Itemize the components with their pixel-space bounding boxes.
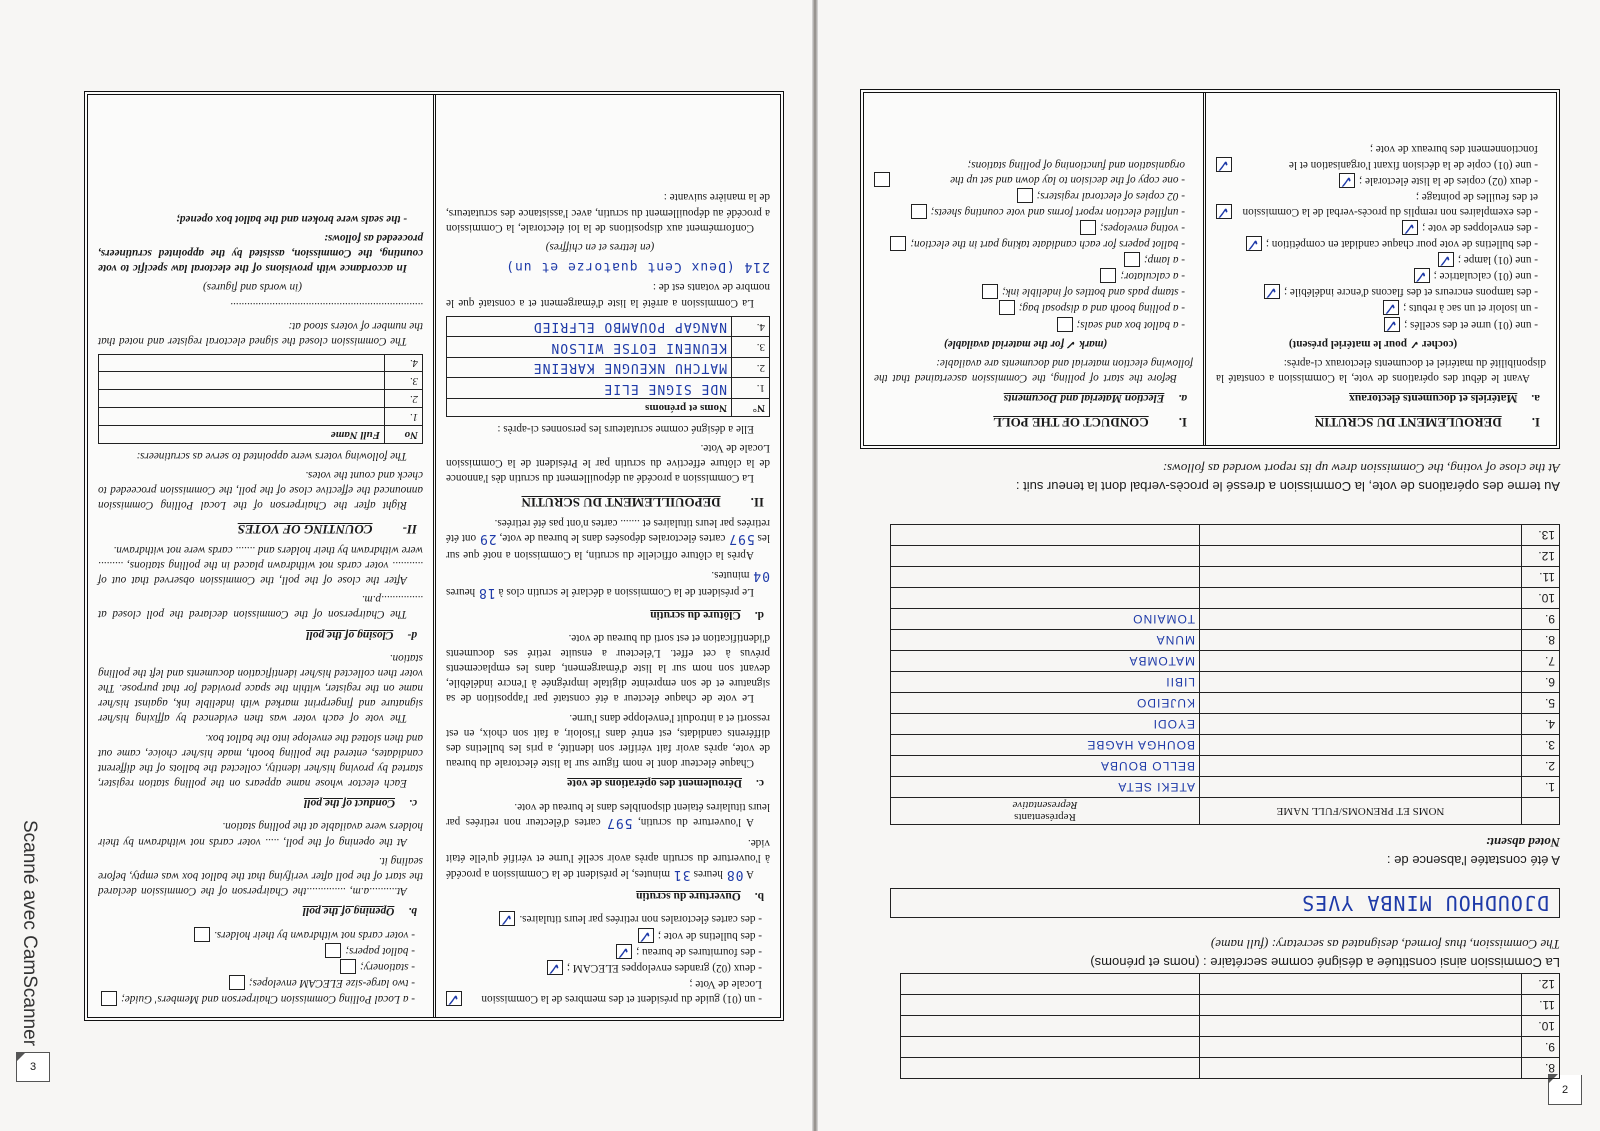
page2-en-checklist [874,156,1193,331]
table-row: 12. [901,974,1560,995]
checklist-item: - un isoloir et un sac à rebuts ; ✓ [1216,300,1538,315]
table-row: 3. [99,372,423,390]
absence-table: NOMS ET PRENOMS/FULL NAME Représentants Representative 1. ATEKI SETA 2. BELLO BOUBA 3. BOUHGA HAGBE 4. EYODI 5. KUJEIDO 6. LIBII 7. MATOMBA 8. MUNA 9. TOMAINO 10. 11. 12. 13. [890,524,1560,825]
checkbox[interactable] [1216,204,1232,219]
checkbox[interactable] [1100,268,1116,283]
checkbox[interactable] [616,944,632,959]
checklist-item: - stationery; [98,959,415,974]
table-row: 1. ATEKI SETA [891,777,1560,798]
secretary-field[interactable]: DJOUDHOU MINBA YVES [890,888,1560,918]
checklist-item: - a lamp; [874,252,1185,267]
checkbox[interactable] [999,301,1015,316]
page-number-3: 3 [16,1052,50,1082]
table-row: 6. LIBII [891,672,1560,693]
checklist-item: - une (01) copie de la décision fixant l'organisation et le fonctionnement des bureaux de vote ; ✓ [1216,141,1538,171]
closing-cards-en: After the close of the poll, the Commission observed that out of ........... voter cards not withdrawn placed in the polling stations, ......... were withdrawn by their holders and ....... cards were not withdrawn. [98,543,423,587]
page2-english-column: I. CONDUCT OF THE POLL a. Election Material and Documents Before the start of polling, the Commission ascertained that the following election material and documents are available: (mark ✓ for the material available) - a ballot box and seals; - a polling booth and a disposal bag; - stamp pads and bottles of indelible ink; - a calculator; - a lamp; - ballot papers for each candidate taking part in the election; - voting envelopes; - unfilled election report forms and vote counting sheets; - 02 copies of electoral registers; - one copy of the decision to lay down and set up the organisation and functioning of polling stations; [864,93,1206,445]
camscanner-watermark: Scanné avec CamScanner [19,820,40,1047]
checklist-item: - ballot papers for each candidate taking part in the election; [874,236,1185,251]
checkbox[interactable] [1264,284,1280,299]
checkbox[interactable] [1339,173,1355,188]
checkbox[interactable] [1246,236,1262,251]
checkbox[interactable] [1402,220,1418,235]
table-row: 5. KUJEIDO [891,693,1560,714]
heading-cloture: d. Clôture du scrutin [650,608,764,621]
checklist-item: - a polling booth and a disposal bag; [874,300,1185,315]
checklist-item: - voting envelopes; [874,220,1185,235]
page3-form-box [84,91,784,1021]
checkbox[interactable] [638,928,654,943]
heading-deroulement-scrutin: I. DEROULEMENT DU SCRUTIN [1314,415,1540,430]
scrutineers-table-fr: N° Noms et prénoms 1. NDE SIGNE ELIE 2. MATCHU NKEUGNE KAREINE 3. KEUNENI EOTSE WILSON 4. NANGAP POUAMBO ELFRIED [446,316,770,417]
checklist-item: - a Local Polling Commission Chairperson and Members' Guide; [98,991,415,1006]
checklist-item: - des tampons encreurs et des flacons d'encre indélébile ; ✓ [1216,284,1538,299]
checklist-item: - ballot papers; [98,943,415,958]
checklist-item: - unfilled election report forms and vote counting sheets; [874,204,1185,219]
checkbox[interactable] [911,204,927,219]
conduct-text-en: Each elector whose name appears on the polling station register, started by proving his/her identity, collected the ballots of the different candidates, entered the polling booth, made his/her choice, came out and then slotted the envelope into the ballot box. [98,731,423,789]
conduct-of-poll-box [860,89,1560,449]
checklist-item: - des enveloppes de vote ; ✓ [1216,220,1538,235]
counting-text-fr: La Commission a procédé au dépouillement du scrutin dès l'annonce de la clôture effective du scrutin par le Président de la Commission Locale de Vote. [446,441,770,484]
page3-fr-checklist [446,911,770,1006]
table-row: 4. EYODI [891,714,1560,735]
checkbox[interactable] [1057,317,1073,332]
heading-ouverture: b. Ouverture du scrutin [636,890,764,903]
table-row: 2. MATCHU NKEUGNE KAREINE [447,357,770,378]
heading-counting: II- COUNTING OF VOTES [237,521,417,537]
page2-fr-checklist [1216,141,1546,331]
table-row: 8. [901,1058,1560,1079]
scrutineers-table-en: No Full Name 1. 2. 3. 4. [98,354,423,444]
checkbox[interactable] [547,960,563,975]
heading-deroulement: c. Déroulement des opérations de vote [567,777,764,790]
table-row: 9. [901,1037,1560,1058]
conduct-text-fr: Chaque électeur dont le nom figure sur la liste électorale du bureau de vote, après avoir fait vérifier son identité, a pris les bulletins des différents candidats, est entré dans l'isoloir, a fait son choix, en est ressorti et a introduit l'enveloppe dans l'urne. [446,711,770,769]
checkbox[interactable] [499,911,515,926]
checklist-item: - a calculator; [874,268,1185,283]
closing-time-fr: Le président de la Commission a déclaré le scrutin clos à 18 heures 04 minutes. [445,567,770,601]
checklist-item: - deux (02) copies de la liste électorale ; ✓ [1216,173,1538,188]
opening-cards-en: At the opening of the poll, ..... voter cards not withdrawn by their holders were available at the polling station. [98,820,423,848]
closing-text-en: The Chairperson of the Commission declared the poll closed at ...............p.m. [98,593,423,621]
table-row: 4. [99,354,423,372]
table-row: 11. [901,995,1560,1016]
seals-text-en: - the seals were broken and the ballot box opened; [176,212,407,225]
page3-en-checklist [98,926,423,1006]
scrutineers-intro-en: The following voters were appointed to serve as scrutineers: [136,449,407,462]
table-row: 10. [901,1016,1560,1037]
scrutineers-intro-fr: Elle a désigné comme scrutateurs les personnes ci-après : [497,422,754,435]
table-row: 9. TOMAINO [891,609,1560,630]
checklist-item: - des bulletins de vote ; ✓ [446,927,762,942]
table-row: 8. MUNA [891,630,1560,651]
checklist-item: - des bulletins de vote pour chaque candidat en compétition ; ✓ [1216,236,1538,251]
vote-text-en: The vote of each voter was then evidenced by affixing his/her signature and fingerprint marked with indelible ink, against his/her name on the register, within the space provided for that purpose. The voter then collected his/her identification documents and left the polling station. [98,652,423,725]
table-row: 1. NDE SIGNE ELIE [447,378,770,399]
opening-paragraph-fr: A 08 heures 31 minutes, le président de la Commission a procédé à l'ouverture du scrutin après avoir scellé l'urne et vérifié qu'elle était vide. [445,837,770,882]
checklist-item: - des cartes électorales non retirées par leurs titulaires. ✓ [446,911,762,926]
checkbox[interactable] [446,991,462,1006]
checkbox[interactable] [982,284,998,299]
table-row: 7. MATOMBA [891,651,1560,672]
checkbox[interactable] [194,927,210,942]
checklist-item: - 02 copies of electoral registers; [874,188,1185,203]
checklist-item: - un (01) guide du président et des membres de la Commission Locale de Vote ; ✓ [446,976,762,1006]
checklist-item: - des fournitures de bureau ; ✓ [446,944,762,959]
table-row: 3. BOUHGA HAGBE [891,735,1560,756]
checkbox[interactable] [1438,252,1454,267]
checkbox[interactable] [874,172,890,187]
table-row: 4. NANGAP POUAMBO ELFRIED [447,316,770,337]
checkbox[interactable] [101,991,117,1006]
heading-closing: d- Closing of the poll [306,628,417,641]
closing-cards-fr: Après la clôture officielle du scrutin, la Commission a noté que sur les 597 cartes électorales déposées dans le bureau de vote, 29 ont été retirées par leurs titulaires et ....... cartes n'ont pas été retirées. [445,516,770,562]
heading-depouillement: II. DEPOUILLEMENT DU SCRUTIN [521,494,764,510]
absence-label: A été constatée l'absence de : Noted absent: [1386,834,1560,868]
table-row: 1. [99,408,423,426]
law-text-en: In accordance with provisions of the electoral law specific to vote counting, the Commission, assisted by the appointed scrutineers, proceeded as follows: [98,231,423,275]
checklist-item: - une (01) lampe ; ✓ [1216,252,1538,267]
checkbox[interactable] [1414,268,1430,283]
vote-text-fr: Le vote de chaque électeur a été constaté par l'apposition de sa signature et de son empreinte digitale imprégnée à l'encre indélébile, devant son nom sur la liste d'émargement, dans les emplacements prévus à cet effet. L'électeur a ensuite retiré ses documents d'identification et est sorti du bureau de vote. [446,632,770,705]
page2-french-column: I. DEROULEMENT DU SCRUTIN a. Matériels et documents électoraux Avant le début des opérations de vote, la Commission a constaté la disponibilité du matériel et documents électoraux ci-après: (cocher ✓ pour le matériel présent) - une (01) urne et des scellés ; ✓ - un isoloir et un sac à rebuts ; ✓ - des tampons encreurs et des flacons d'encre indélébile ; ✓ - une (01) calculatrice ; ✓ - une (01) lampe ; ✓ - des bulletins de vote pour chaque candidat en compétition ; ✓ - des enveloppes de vote ; ✓ - des exemplaires non remplis du procès-verbal de la Commission et des feuilles de pointage ; ✓ - deux (02) copies de la liste électorale ; ✓ - une (01) copie de la décision fixant l'organisation et le fonctionnement des bureaux de vote ; ✓ [1206,93,1556,445]
checklist-item: - des exemplaires non remplis du procès-verbal de la Commission et des feuilles de pointage ; ✓ [1216,189,1538,219]
page3-french-column: - un (01) guide du président et des membres de la Commission Locale de Vote ; ✓ - deux (02) grandes enveloppes ELECAM ; ✓ - des fournitures de bureau ; ✓ - des bulletins de vote ; ✓ - des cartes électorales non retirées par leurs titulaires. ✓ b. Ouverture du scrutin A 08 heures 31 minutes, le président de la Commission a procédé à l'ouverture du scrutin après avoir scellé l'urne et vérifié qu'elle était vide. A l'ouverture du scrutin, 597 cartes d'électeur non retirées par leurs titulaires étaient disponibles dans le bureau de vote. c. Déroulement des opérations de vote Chaque électeur dont le nom figure sur la liste électorale du bureau de vote, après avoir fait vérifier son identité, a pris les bulletins des différents candidats, est entré dans l'isoloir, a fait son choix, en est ressorti et a introduit l'enveloppe dans l'urne. Le vote de chaque électeur a été constaté par l'apposition de sa signature et de son empreinte digitale imprégnée à l'encre indélébile, devant son nom sur la liste d'émargement, dans les emplacements prévus à cet effet. L'électeur a ensuite retiré ses documents d'identification et est sorti du bureau de vote. d. Clôture du scrutin Le président de la Commission a déclaré le scrutin clos à 18 heures 04 minutes. Après la clôture officielle du scrutin, la Commission a noté que sur les 597 cartes électorales déposées dans le bureau de vote, 29 ont été retirées par leurs titulaires et ....... cartes n'ont pas été retirées. II. DEPOUILLEMENT DU SCRUTIN La Commission a procédé au dépouillement du scrutin dès l'annonce de la clôture effective du scrutin par le Président de la Commission Locale de Vote. Elle a désigné comme scrutateurs les personnes ci-après : N° Noms et prénoms 1. NDE SIGNE ELIE 2. MATCHU NKEUGNE KAREINE 3. KEUNENI EOTSE WILSON 4. NANGAP POUAMBO ELFRIED La Commission a arrêté la liste d'émargement et a constaté que le nombre de votants est de : 214 (Deux Cent quatorze et un) (en lettres et en chiffres) Conformément aux dispositions de la loi électorale, la Commission a procédé au dépouillement du scrutin, avec l'assistance des scrutateurs, de la manière suivante : [436,95,780,1017]
voters-text-en: The Commission closed the signed electoral register and noted that the number of voters stood at: [98,319,423,347]
checkbox[interactable] [1017,188,1033,203]
page-number-2: 2 [1548,1075,1582,1105]
checkbox[interactable] [890,236,906,251]
table-row: 13. [891,525,1560,546]
checklist-item: - une (01) calculatrice ; ✓ [1216,268,1538,283]
voters-text-fr: La Commission a arrêté la liste d'émargement et a constaté que le nombre de votants est de : [446,281,770,309]
checklist-item: - a ballot box and seals; [874,317,1185,332]
table-row: 10. [891,588,1560,609]
table-row: 2. BELLO BOUBA [891,756,1560,777]
checkbox[interactable] [229,975,245,990]
table-row: 3. KEUNENI EOTSE WILSON [447,337,770,358]
checklist-item: - stamp pads and bottles of indelible ink; [874,284,1185,299]
members-table [900,973,1560,1079]
heading-conduct-of-poll: I. CONDUCT OF THE POLL [993,415,1187,430]
opening-cards-fr: A l'ouverture du scrutin, 597 cartes d'électeur non retirées par leurs titulaires étaient disponibles dans le bureau de vote. [445,800,770,831]
checklist-item: - deux (02) grandes enveloppes ELECAM ; ✓ [446,960,762,975]
checklist-item: - voter cards not withdrawn by their holders. [98,926,415,941]
opening-text-en: At..........a.m, ..............the Chairperson of the Commission declared the start of the poll after verifying that the ballot box was empty, before sealing it. [98,854,423,897]
table-row: 11. [891,567,1560,588]
heading-opening: b. Opening of the poll [302,905,417,918]
checkbox[interactable] [1383,301,1399,316]
secretary-label: La Commission ainsi constituée a désigné comme secrétaire : (noms et prénoms) The Commission, thus formed, designated as secretary: (full name) [1090,936,1560,970]
heading-materiels: a. Matériels et documents électoraux [1349,392,1540,405]
checklist-item: - one copy of the decision to lay down and set up the organisation and functioning of polling stations; [874,156,1185,186]
checkbox[interactable] [1216,157,1232,172]
page-2 [818,0,1600,1131]
checkbox[interactable] [1080,220,1096,235]
heading-election-material: a. Election Material and Documents [1003,392,1187,405]
page3-english-column: - a Local Polling Commission Chairperson and Members' Guide; - two large-size ELECAM envelopes; - stationery; - ballot papers; - voter cards not withdrawn by their holders. b. Opening of the poll At..........a.m, ..............the Chairperson of the Commission declared the start of the poll after verifying that the ballot box was empty, before sealing it. At the opening of the poll, ..... voter cards not withdrawn by their holders were available at the polling station. c. Conduct of the poll Each elector whose name appears on the polling station register, started by proving his/her identity, collected the ballots of the different candidates, entered the polling booth, made his/her choice, came out and then slotted the envelope into the ballot box. The vote of each voter was then evidenced by affixing his/her signature and fingerprint marked with indelible ink, against his/her name on the register, within the space provided for that purpose. The voter then collected his/her identification documents and left the polling station. d- Closing of the poll The Chairperson of the Commission declared the poll closed at ...............p.m. After the close of the poll, the Commission observed that out of ........... voter cards not withdrawn placed in the polling stations, ......... were withdrawn by their holders and ....... cards were not withdrawn. II- COUNTING OF VOTES Right after the Chairperson of the Local Polling Commission announced the effective close of the poll, the Commission proceeded to check and count the votes. The following voters were appointed to serve as scrutineers: No Full Name 1. 2. 3. 4. The Commission closed the signed electoral register and noted that the number of voters stood at: ..................................................................... (in words and figures) In accordance with provisions of the electoral law specific to vote counting, the Commission, assisted by the appointed scrutineers, proceeded as follows: - the seals were broken and the ballot box opened; [88,95,436,1017]
report-intro: Au terme des opérations de vote, la Commission a dressé le procès-verbal dont la teneur suit : At the close of voting, the Commission drew up its report worded as follows: [1015,460,1560,494]
checkbox[interactable] [1124,252,1140,267]
counting-text-en: Right after the Chairperson of the Local Polling Commission announced the effective close of the poll, the Commission proceeded to check and count the votes. [98,469,423,512]
law-text-fr: Conformément aux dispositions de la loi électorale, la Commission a procédé au dépouillement du scrutin, avec l'assistance des scrutateurs, de la manière suivante : [446,191,770,234]
checklist-item: - une (01) urne et des scellés ; ✓ [1216,317,1538,332]
checklist-item: - two large-size ELECAM envelopes; [98,975,415,990]
table-row: 12. [891,546,1560,567]
voters-count-fr: 214 (Deux Cent quatorze et un) [505,259,770,275]
checkbox[interactable] [325,943,341,958]
table-row: 2. [99,390,423,408]
checkbox[interactable] [340,959,356,974]
heading-conduct: c. Conduct of the poll [303,797,417,810]
